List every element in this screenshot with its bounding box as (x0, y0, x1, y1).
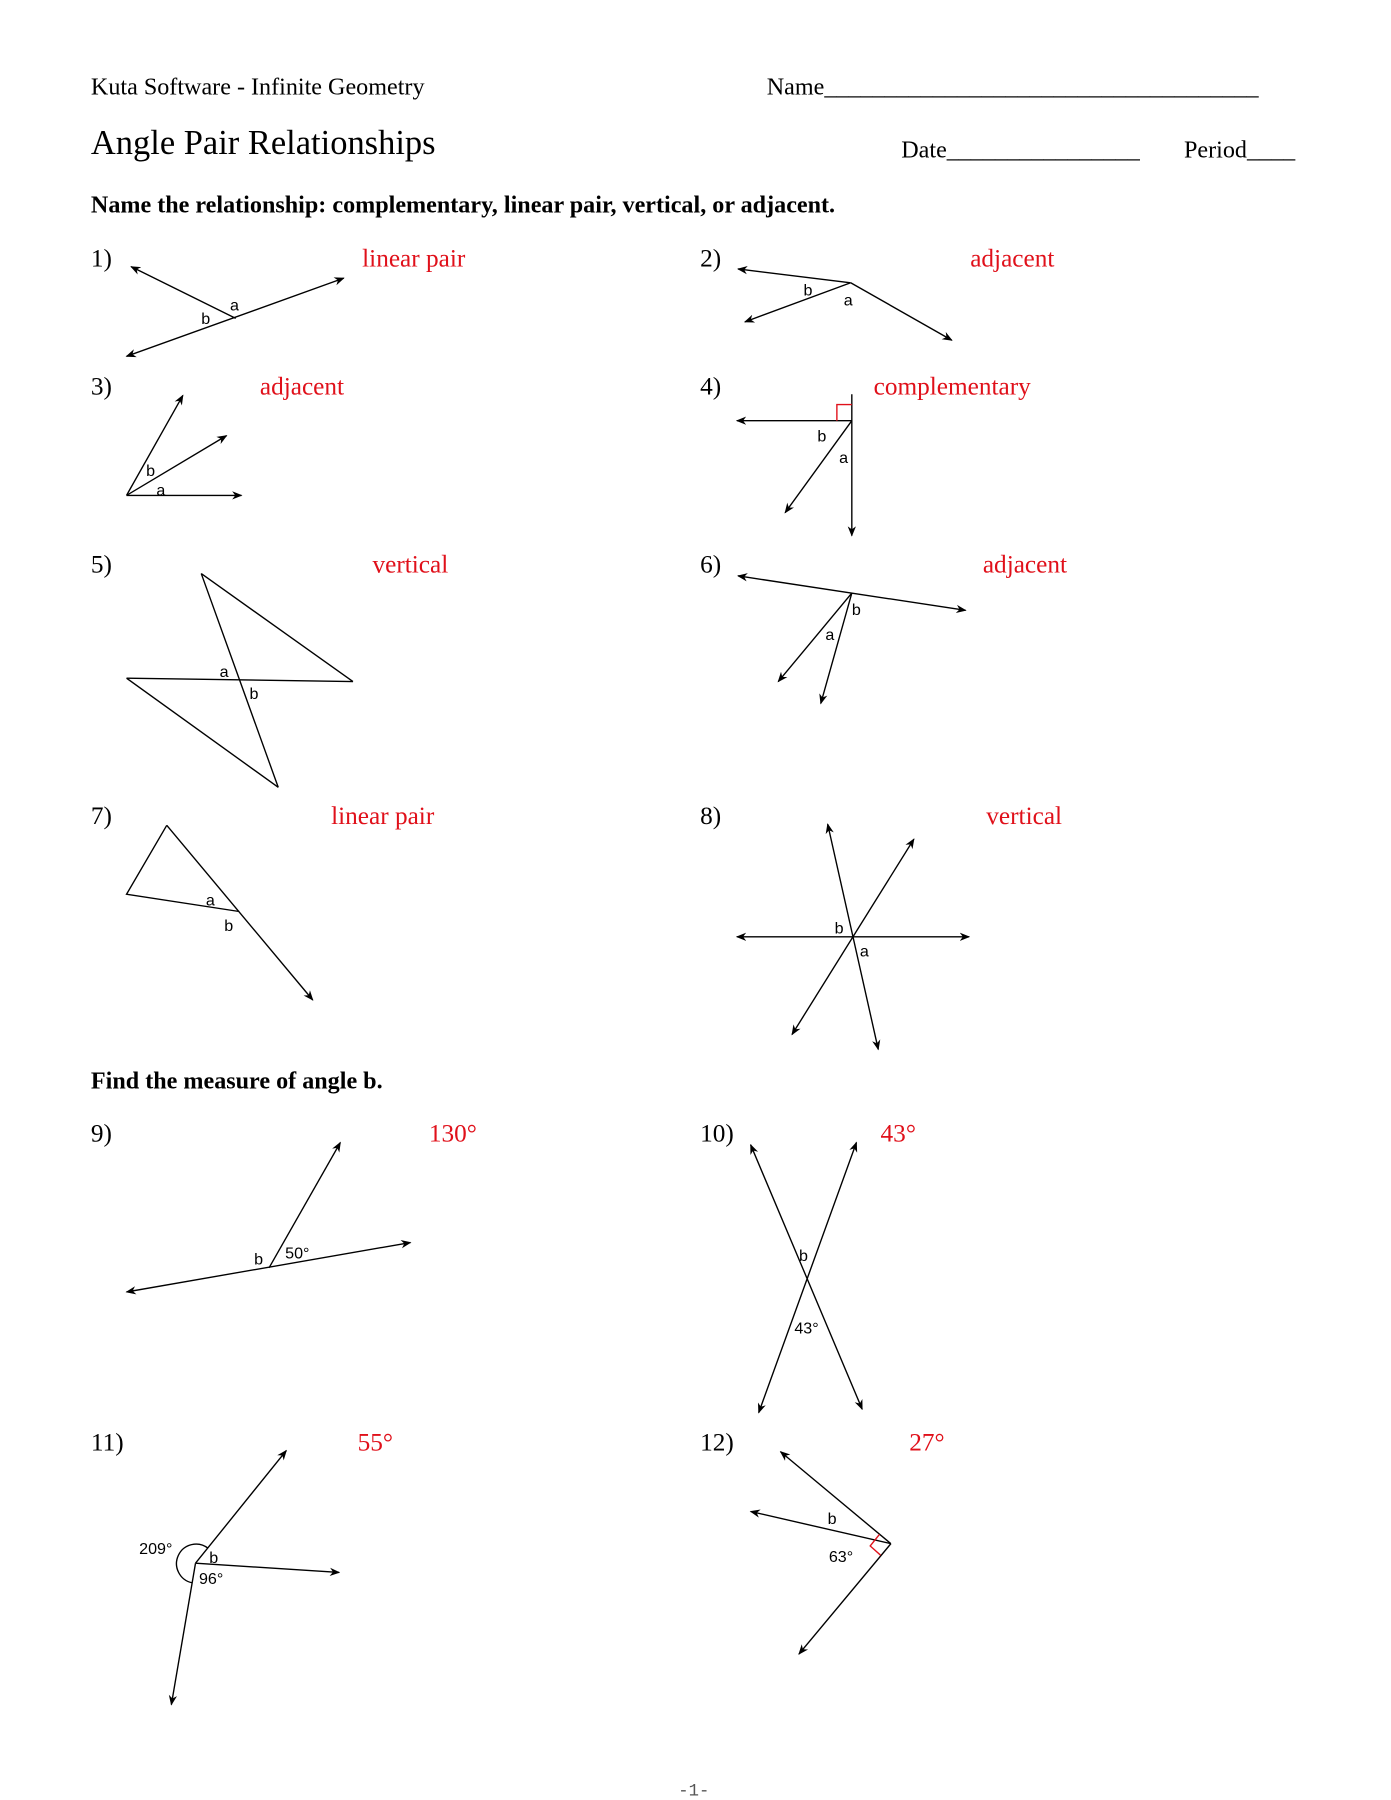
problem-5 (91, 550, 448, 787)
answer: linear pair (331, 802, 435, 831)
problem-12 (700, 1429, 945, 1654)
answer: vertical (986, 802, 1063, 831)
problem-7 (91, 802, 435, 1000)
answer: 130° (428, 1119, 477, 1148)
name-field[interactable]: Name____________________________________ (766, 73, 1259, 101)
diagram (127, 267, 344, 357)
angle-label: a (156, 481, 166, 500)
problem-number: 8) (700, 802, 722, 831)
angle-label: a (205, 891, 215, 910)
angle-label: a (839, 449, 849, 468)
right-angle-mark (837, 405, 852, 421)
problem-2 (700, 245, 1054, 341)
problem-number: 2) (700, 244, 722, 273)
answer: adjacent (259, 372, 345, 401)
problem-number: 1) (90, 244, 112, 273)
angle-label: 43° (794, 1319, 819, 1338)
problem-number: 3) (90, 372, 112, 401)
date-field[interactable]: Date________________ (901, 136, 1140, 164)
problem-8 (700, 802, 1062, 1049)
instruction-1: Name the relationship: complementary, linear pair, vertical, or adjacent. (90, 191, 836, 219)
problem-6 (700, 550, 1067, 703)
problem-10 (700, 1119, 916, 1412)
problem-1 (91, 245, 466, 357)
angle-label: b (798, 1246, 808, 1265)
angle-label: a (859, 942, 869, 961)
problem-number: 12) (700, 1428, 734, 1457)
problem-number: 7) (90, 802, 112, 831)
angle-label: 63° (828, 1548, 854, 1567)
problem-number: 10) (700, 1119, 734, 1148)
answer: 43° (880, 1119, 916, 1148)
angle-label: a (219, 663, 229, 682)
angle-label: b (254, 1250, 264, 1269)
angle-label: b (249, 684, 259, 703)
problem-9 (91, 1119, 477, 1292)
angle-label: b (851, 600, 861, 619)
answer: complementary (873, 372, 1031, 401)
problem-4 (700, 372, 1031, 535)
angle-label: b (827, 1510, 837, 1529)
angle-label: a (229, 296, 239, 315)
answer: adjacent (970, 244, 1055, 273)
publisher: Kuta Software - Infinite Geometry (90, 73, 425, 101)
answer: vertical (372, 550, 449, 579)
problem-number: 5) (90, 550, 112, 579)
answer: 27° (909, 1428, 945, 1457)
problem-number: 4) (700, 372, 722, 401)
answer: linear pair (362, 244, 466, 273)
problem-number: 6) (700, 550, 722, 579)
problem-11 (91, 1429, 393, 1705)
angle-label: b (817, 427, 827, 446)
angle-label: b (209, 1549, 219, 1568)
angle-label: b (834, 919, 844, 938)
angle-label: b (201, 310, 211, 329)
angle-label: a (825, 626, 835, 645)
right-angle-mark (870, 1534, 880, 1555)
problem-3 (91, 372, 344, 499)
instruction-2: Find the measure of angle b. (90, 1067, 383, 1095)
angle-label: b (224, 917, 234, 936)
answer: adjacent (982, 550, 1068, 579)
angle-label: a (843, 291, 853, 310)
answer: 55° (357, 1428, 393, 1457)
angle-label: 50° (285, 1244, 310, 1263)
period-field[interactable]: Period____ (1184, 136, 1296, 164)
angle-label: 96° (198, 1569, 224, 1588)
problem-number: 9) (90, 1119, 112, 1148)
problem-number: 11) (90, 1428, 124, 1457)
angle-label: b (803, 281, 813, 300)
angle-label: b (146, 461, 156, 480)
angle-label: 209° (139, 1540, 173, 1559)
page-number: -1- (678, 1782, 710, 1800)
worksheet-title: Angle Pair Relationships (90, 124, 436, 163)
